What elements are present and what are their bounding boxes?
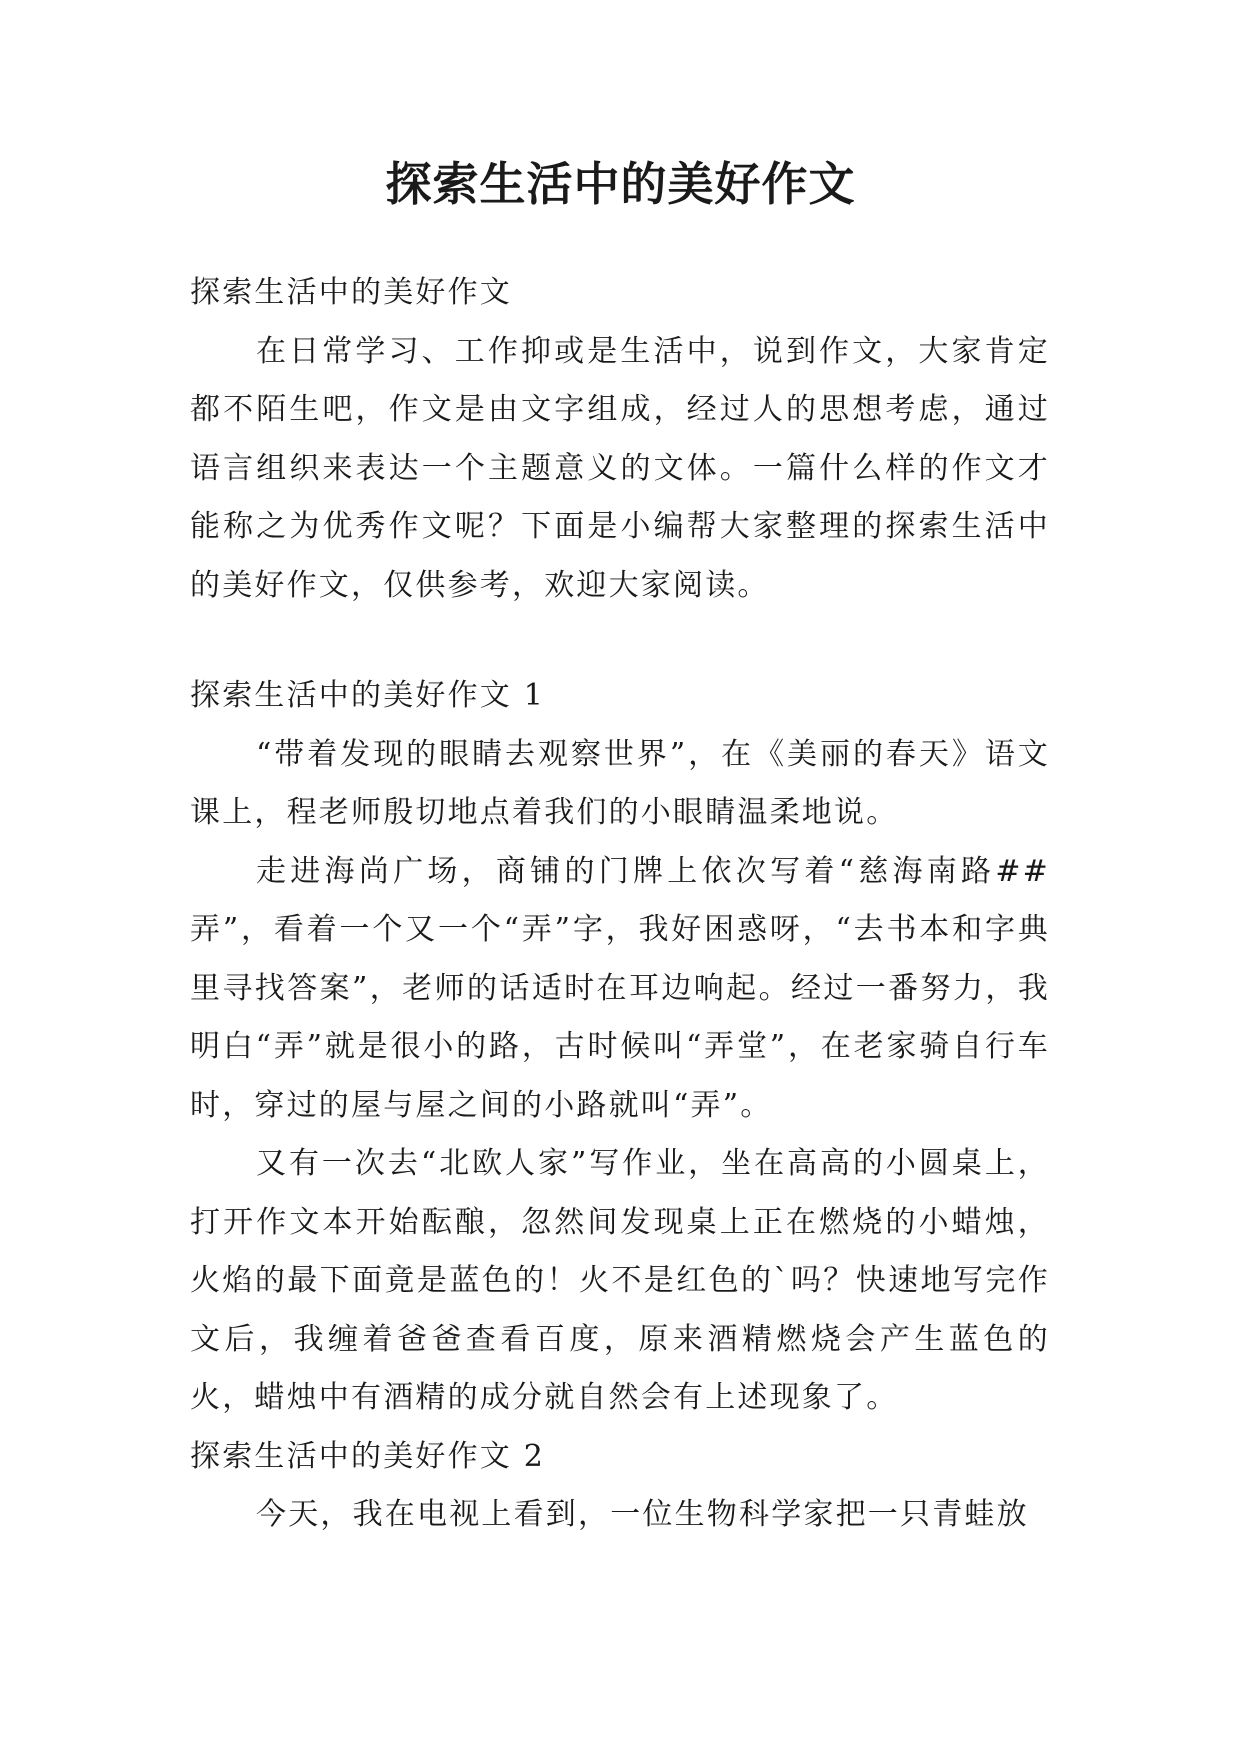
paragraph: 今天，我在电视上看到，一位生物科学家把一只青蛙放 — [256, 1497, 1029, 1532]
section-heading-1: 探索生活中的美好作文 1 — [190, 678, 546, 713]
page-title: 探索生活中的美好作文 — [385, 157, 856, 211]
document-body — [190, 264, 1050, 1545]
section-gap — [190, 615, 1050, 667]
paragraph: “带着发现的眼睛去观察世界”，在《美丽的春天》语文课上，程老师殷切地点着我们的小眼睛温柔地说。 — [190, 736, 1050, 830]
section-heading-2: 探索生活中的美好作文 2 — [190, 1438, 546, 1474]
intro-paragraph: 在日常学习、工作抑或是生活中，说到作文，大家肯定都不陌生吧，作文是由文字组成，经过人的思想考虑，通过语言组织来表达一个主题意义的文体。一篇什么样的作文才能称之为优秀作文呢？下面是小编帮大家整理的探索生活中的美好作文，仅供参考，欢迎大家阅读。 — [190, 333, 1050, 603]
subtitle: 探索生活中的美好作文 — [190, 275, 512, 310]
paragraph: 走进海尚广场，商铺的门牌上依次写着“慈海南路##弄”，看着一个又一个“弄”字，我好困惑呀，“去书本和字典里寻找答案”，老师的话适时在耳边响起。经过一番努力，我明白“弄”就是很小的路，古时候叫“弄堂”，在老家骑自行车时，穿过的屋与屋之间的小路就叫“弄”。 — [190, 853, 1050, 1123]
paragraph: 又有一次去“北欧人家”写作业，坐在高高的小圆桌上，打开作文本开始酝酿，忽然间发现桌上正在燃烧的小蜡烛，火焰的最下面竟是蓝色的！火不是红色的`吗？快速地写完作文后，我缠着爸爸查看百度，原来酒精燃烧会产生蓝色的火，蜡烛中有酒精的成分就自然会有上述现象了。 — [190, 1146, 1050, 1415]
